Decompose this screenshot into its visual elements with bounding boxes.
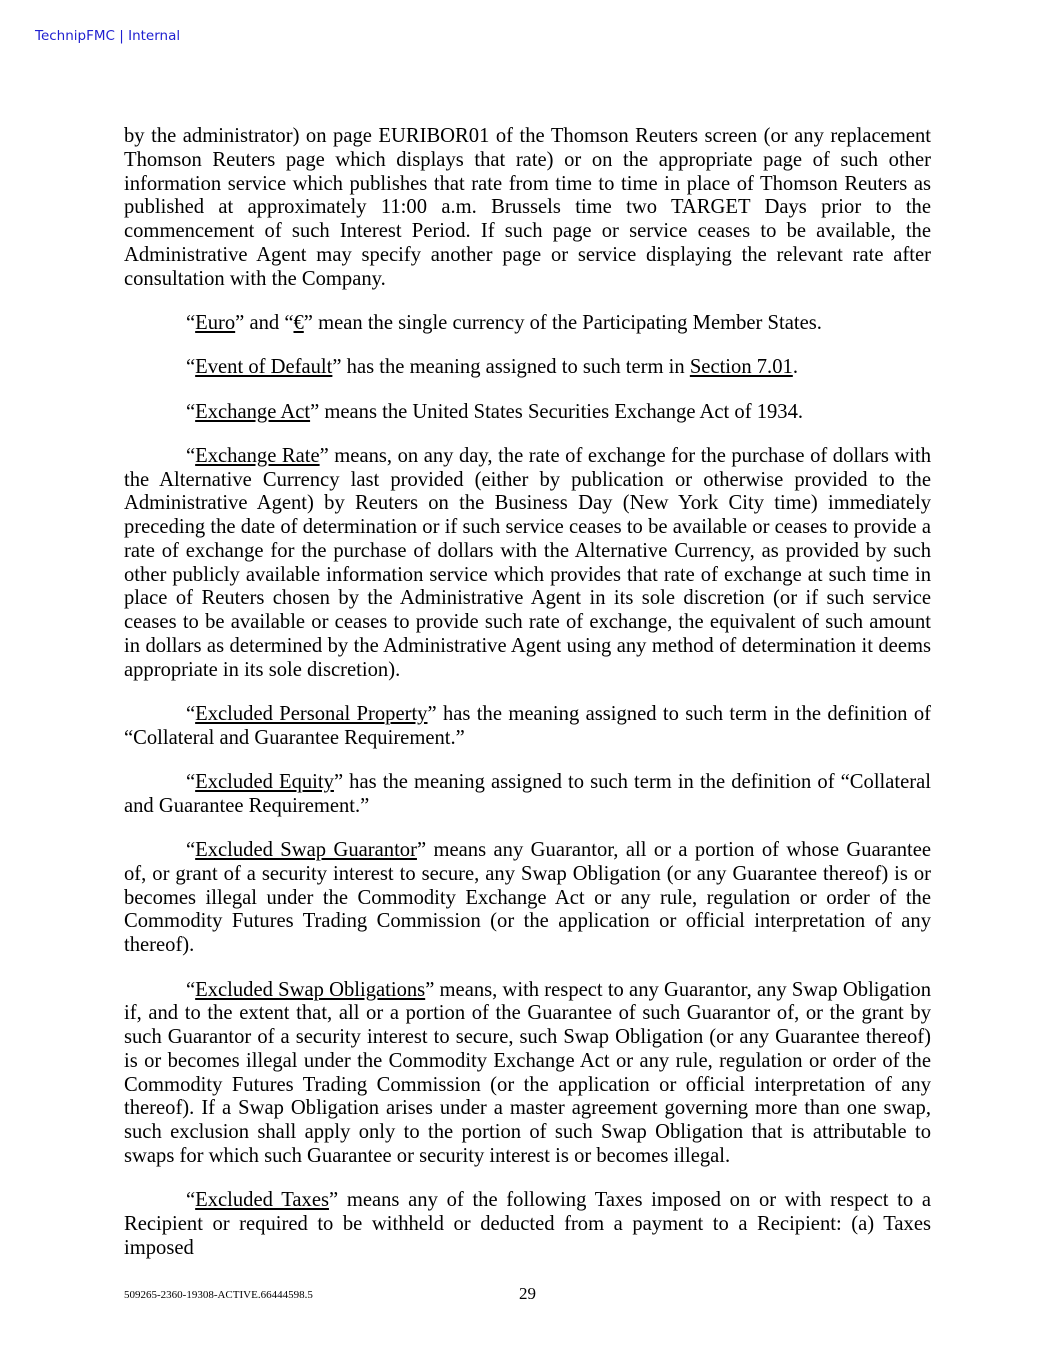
- paragraph: [124, 771, 931, 819]
- paragraph-text: ” means the United States Securities Exchange Act of 1934.: [310, 400, 804, 423]
- document-body: [124, 125, 931, 1281]
- paragraph: [124, 401, 931, 425]
- paragraph-text: ” means, on any day, the rate of exchange for the purchase of dollars with the Alternative Currency last provided (either by publication or otherwise provided to the Administrative Agent) by Reuters on the Business Day (New York City time) immediately preceding the date of determination or if such service ceases to be available or ceases to provide a rate of exchange for the purchase of dollars with the Alternative Currency, as provided by such other publicly available information service which provides that rate of exchange at such time in place of Reuters chosen by the Administrative Agent in its sole discretion (or if such service ceases to be available or ceases to provide such rate of exchange, the equivalent of such amount in dollars as determined by the Administrative Agent using any method of determination it deems appropriate in its sole discretion).: [124, 444, 931, 681]
- paragraph: [124, 125, 931, 291]
- paragraph-text: “: [186, 356, 196, 379]
- defined-term: Excluded Swap Guarantor: [195, 839, 417, 862]
- defined-term: Section 7.01: [689, 356, 793, 379]
- paragraph: [124, 839, 931, 958]
- paragraph-text: “: [186, 1189, 196, 1212]
- paragraph: [124, 979, 931, 1169]
- paragraph-text: “: [186, 311, 196, 334]
- defined-term: Excluded Equity: [195, 771, 334, 794]
- paragraph: [124, 1189, 931, 1260]
- defined-term: Event of Default: [195, 356, 333, 379]
- paragraph-text: ” has the meaning assigned to such term in the definition of “Collateral and Guarantee Requirement.”: [124, 702, 931, 749]
- paragraph-text: “: [186, 444, 196, 467]
- defined-term: Exchange Rate: [195, 444, 320, 467]
- paragraph-text: .: [792, 356, 798, 379]
- defined-term: Excluded Swap Obligations: [195, 978, 426, 1001]
- paragraph-text: ” means any of the following Taxes imposed on or with respect to a Recipient or required to be withheld or deducted from a payment to a Recipient: (a) Taxes imposed: [124, 1189, 931, 1259]
- classification-label: TechnipFMC | Internal: [35, 28, 181, 44]
- paragraph-text: ” has the meaning assigned to such term in the definition of “Collateral and Guarantee Requirement.”: [124, 771, 931, 817]
- footer-document-id: 509265-2360-19308-ACTIVE.66444598.5: [124, 1289, 313, 1301]
- paragraph-text: “: [186, 978, 196, 1001]
- paragraph-text: ” means, with respect to any Guarantor, any Swap Obligation if, and to the extent that, all or a portion of the Guarantee of such Guarantor of, or the grant by such Guarantor of a security interest to secure, such Swap Obligation (or any Guarantee thereof) is or becomes illegal under the Commodity Exchange Act or any rule, regulation or order of the Commodity Futures Trading Commission (or the application or official interpretation of any thereof). If a Swap Obligation arises under a master agreement governing more than one swap, such exclusion shall apply only to the portion of such Swap Obligation that is attributable to swaps for which such Guarantee or security interest is or becomes illegal.: [124, 978, 931, 1167]
- defined-term: €: [293, 311, 304, 334]
- paragraph: [124, 356, 931, 380]
- paragraph-text: “: [186, 771, 196, 794]
- paragraph: [124, 703, 931, 751]
- defined-term: Excluded Taxes: [195, 1189, 329, 1212]
- defined-term: Exchange Act: [195, 400, 311, 423]
- paragraph: [124, 445, 931, 683]
- paragraph-text: ” means any Guarantor, all or a portion of whose Guarantee of, or grant of a security interest to secure, any Swap Obligation (or any Guarantee thereof) is or becomes illegal under the Commodity Exchange Act or any rule, regulation or order of the Commodity Futures Trading Commission (or the application or official interpretation of any thereof).: [124, 839, 932, 957]
- paragraph-text: “: [186, 400, 196, 423]
- paragraph-text: ” mean the single currency of the Participating Member States.: [303, 311, 822, 334]
- paragraph-text: ” and “: [235, 311, 294, 334]
- paragraph-text: “: [186, 702, 196, 725]
- defined-term: Excluded Personal Property: [195, 702, 428, 725]
- paragraph-text: “: [186, 839, 196, 862]
- defined-term: Euro: [195, 311, 236, 334]
- paragraph-text: by the administrator) on page EURIBOR01 of the Thomson Reuters screen (or any replacement Thomson Reuters page which displays that rate) or on the appropriate page of such other information service which publishes that rate from time to time in place of Thomson Reuters as published at approximately 11:00 a.m. Brussels time two TARGET Days prior to the commencement of such Interest Period. If such page or service ceases to be available, the Administrative Agent may specify another page or service displaying the relevant rate after consultation with the Company.: [124, 125, 931, 290]
- paragraph-text: ” has the meaning assigned to such term in: [332, 356, 690, 379]
- page-number: 29: [519, 1284, 536, 1303]
- paragraph: [124, 312, 931, 336]
